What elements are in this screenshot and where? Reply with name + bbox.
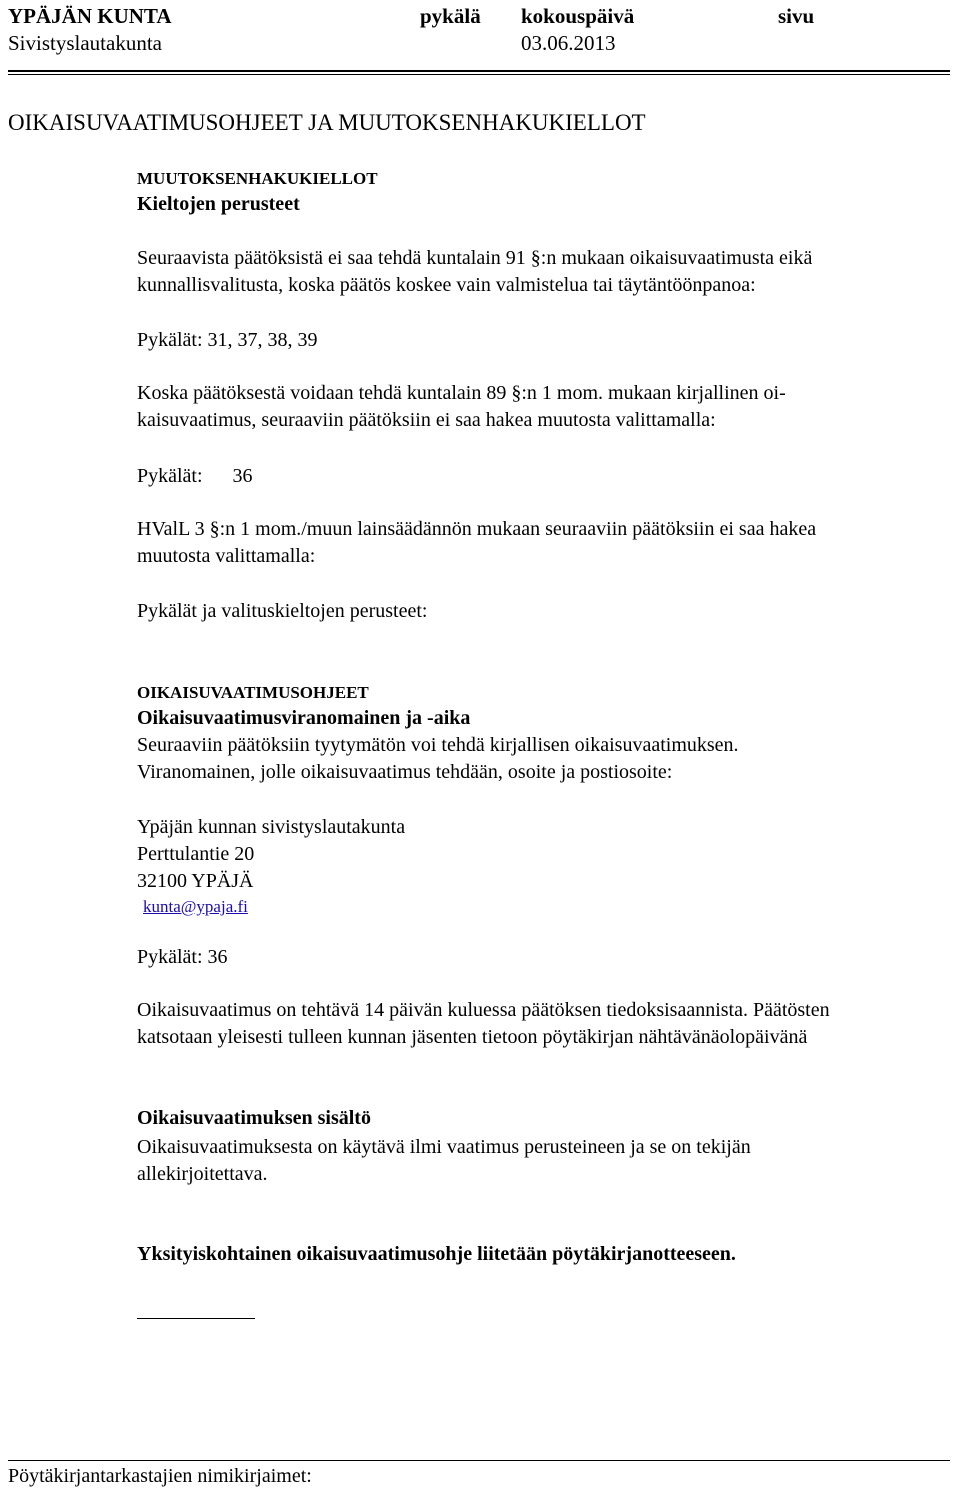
address-line-1: Ypäjän kunnan sivistyslautakunta	[137, 816, 406, 838]
municipality-name: YPÄJÄN KUNTA	[8, 4, 172, 28]
content-line-1: Oikaisuvaatimuksesta on käytävä ilmi vaatimus perusteineen ja se on tekijän	[137, 1136, 751, 1158]
sections-label: Pykälät:	[137, 946, 203, 968]
deadline-line-1: Oikaisuvaatimus on tehtävä 14 päivän kuluessa päätöksen tiedoksisaannista. Päätösten	[137, 999, 830, 1021]
sections-and-grounds-label: Pykälät ja valituskieltojen perusteet:	[137, 600, 428, 622]
header-divider	[8, 70, 950, 75]
sections-list-1	[137, 327, 318, 354]
instructions-line-1: Seuraaviin päätöksiin tyytymätön voi tehdä kirjallisen oikaisuvaatimuksen.	[137, 734, 739, 756]
bans-paragraph-1-line-2: kunnallisvalitusta, koska päätös koskee vain valmistelua tai täytäntöönpanoa:	[137, 274, 756, 296]
sections-value: 36	[207, 946, 228, 968]
sections-label: Pykälät:	[137, 465, 203, 487]
instructions-sections	[137, 944, 228, 971]
bans-paragraph-1-line-1: Seuraavista päätöksistä ei saa tehdä kuntalain 91 §:n mukaan oikaisuvaatimusta eikä	[137, 247, 813, 269]
instructions-heading: OIKAISUVAATIMUSOHJEET	[137, 683, 369, 702]
instructions-line-2: Viranomainen, jolle oikaisuvaatimus tehdään, osoite ja postiosoite:	[137, 761, 673, 783]
bans-paragraph-3-line-2: muutosta valittamalla:	[137, 545, 316, 567]
document-title: OIKAISUVAATIMUSOHJEET JA MUUTOKSENHAKUKIELLOT	[8, 110, 646, 135]
address-line-3: 32100 YPÄJÄ	[137, 870, 254, 892]
bans-paragraph-2-line-1: Koska päätöksestä voidaan tehdä kuntalain 89 §:n 1 mom. mukaan kirjallinen oi-	[137, 382, 786, 404]
section-label: pykälä	[420, 4, 481, 28]
meeting-date: 03.06.2013	[521, 31, 616, 55]
sections-label: Pykälät:	[137, 329, 203, 351]
sections-value: 31, 37, 38, 39	[207, 329, 318, 351]
bans-paragraph-2-line-2: kaisuvaatimus, seuraaviin päätöksiin ei saa hakea muutosta valittamalla:	[137, 409, 716, 431]
content-heading: Oikaisuvaatimuksen sisältö	[137, 1107, 371, 1129]
bans-paragraph-3-line-1: HValL 3 §:n 1 mom./muun lainsäädännön mukaan seuraaviin päätöksiin ei saa hakea	[137, 518, 817, 540]
footer-divider	[8, 1460, 950, 1461]
deadline-line-2: katsotaan yleisesti tulleen kunnan jäsenten tietoon pöytäkirjan nähtävänäolopäivänä	[137, 1026, 808, 1048]
page-label: sivu	[778, 4, 815, 28]
sections-list-2	[137, 463, 253, 490]
address-line-2: Perttulantie 20	[137, 843, 255, 865]
meeting-date-label: kokouspäivä	[521, 4, 635, 28]
content-line-2: allekirjoitettava.	[137, 1163, 268, 1185]
bans-subheading: Kieltojen perusteet	[137, 193, 300, 215]
bans-heading: MUUTOKSENHAKUKIELLOT	[137, 169, 378, 188]
short-divider	[137, 1318, 255, 1319]
instructions-subheading: Oikaisuvaatimusviranomainen ja -aika	[137, 707, 471, 729]
sections-value: 36	[232, 465, 253, 487]
committee-name: Sivistyslautakunta	[8, 31, 162, 55]
initials-label: Pöytäkirjantarkastajien nimikirjaimet:	[8, 1465, 312, 1487]
email-link[interactable]: kunta@ypaja.fi	[143, 897, 248, 916]
appendix-note: Yksityiskohtainen oikaisuvaatimusohje liitetään pöytäkirjanotteeseen.	[137, 1243, 736, 1265]
